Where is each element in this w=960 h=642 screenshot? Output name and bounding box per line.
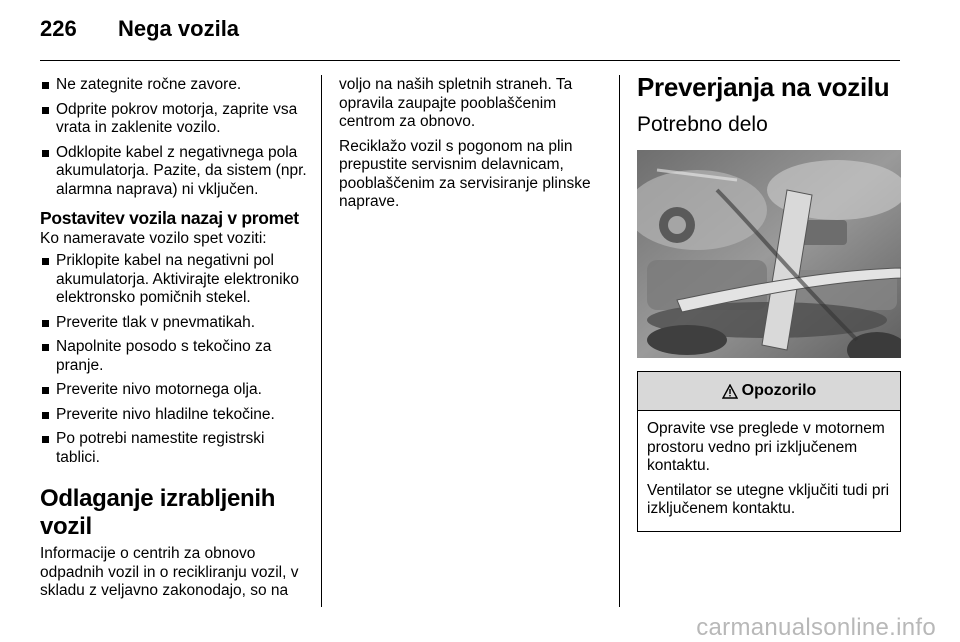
list-item: Preverite tlak v pnevmatikah. xyxy=(40,314,308,333)
column-divider xyxy=(321,75,322,607)
page-number: 226 xyxy=(40,16,77,41)
warning-title: Opozorilo xyxy=(741,381,817,399)
paragraph: voljo na naših spletnih straneh. Ta opravila zaupajte pooblaščenim centrom za obnovo. xyxy=(339,76,573,130)
watermark-text: carmanualsonline.info xyxy=(696,614,936,641)
section-title: Preverjanja na vozilu xyxy=(637,72,890,102)
warning-text: Ventilator se utegne vključiti tudi pri izključenem kontaktu. xyxy=(647,481,890,517)
list-item: Odklopite kabel z negativnega pola akumulatorja. Pazite, da sistem (npr. alarmna naprava) ni vključen. xyxy=(40,144,308,200)
warning-header xyxy=(638,372,900,411)
column-divider xyxy=(619,75,620,607)
bullet-list-recommission xyxy=(40,252,308,467)
warning-box xyxy=(637,371,901,532)
section-subtitle: Potrebno delo xyxy=(637,113,768,136)
list-item: Ne zategnite ročne zavore. xyxy=(40,76,308,95)
page-header xyxy=(40,16,900,61)
column-left xyxy=(40,76,308,607)
section-intro: Ko nameravate vozilo spet voziti: xyxy=(40,229,267,247)
column-middle xyxy=(339,76,607,218)
list-item: Preverite nivo hladilne tekočine. xyxy=(40,406,308,425)
section-heading: Postavitev vozila nazaj v promet xyxy=(40,208,299,228)
engine-photo-illustration xyxy=(637,150,901,358)
paragraph: Reciklažo vozil s pogonom na plin prepustite servisnim delavnicam, pooblaščenim za servisiranje plinske naprave. xyxy=(339,137,591,210)
disposal-heading: Odlaganje izrabljenih vozil xyxy=(40,485,276,540)
list-item: Priklopite kabel na negativni pol akumulatorja. Aktivirajte elektroniko elektronsko pomičnih stekel. xyxy=(40,252,308,308)
list-item: Napolnite posodo s tekočino za pranje. xyxy=(40,338,308,375)
list-item: Po potrebi namestite registrski tablici. xyxy=(40,430,308,467)
warning-text: Opravite vse preglede v motornem prostoru vedno pri izključenem kontaktu. xyxy=(647,420,885,474)
bullet-list-storage xyxy=(40,76,308,199)
warning-triangle-icon xyxy=(722,384,738,399)
list-item: Preverite nivo motornega olja. xyxy=(40,381,308,400)
page-title: Nega vozila xyxy=(118,16,240,41)
engine-compartment-photo xyxy=(637,150,901,358)
disposal-text: Informacije o centrih za obnovo odpadnih vozil in o recikliranju vozil, v skladu z veljavno zakonodajo, so na xyxy=(40,545,299,599)
column-right xyxy=(637,72,901,532)
list-item: Odprite pokrov motorja, zaprite vsa vrata in zaklenite vozilo. xyxy=(40,101,308,138)
warning-body xyxy=(638,411,900,531)
